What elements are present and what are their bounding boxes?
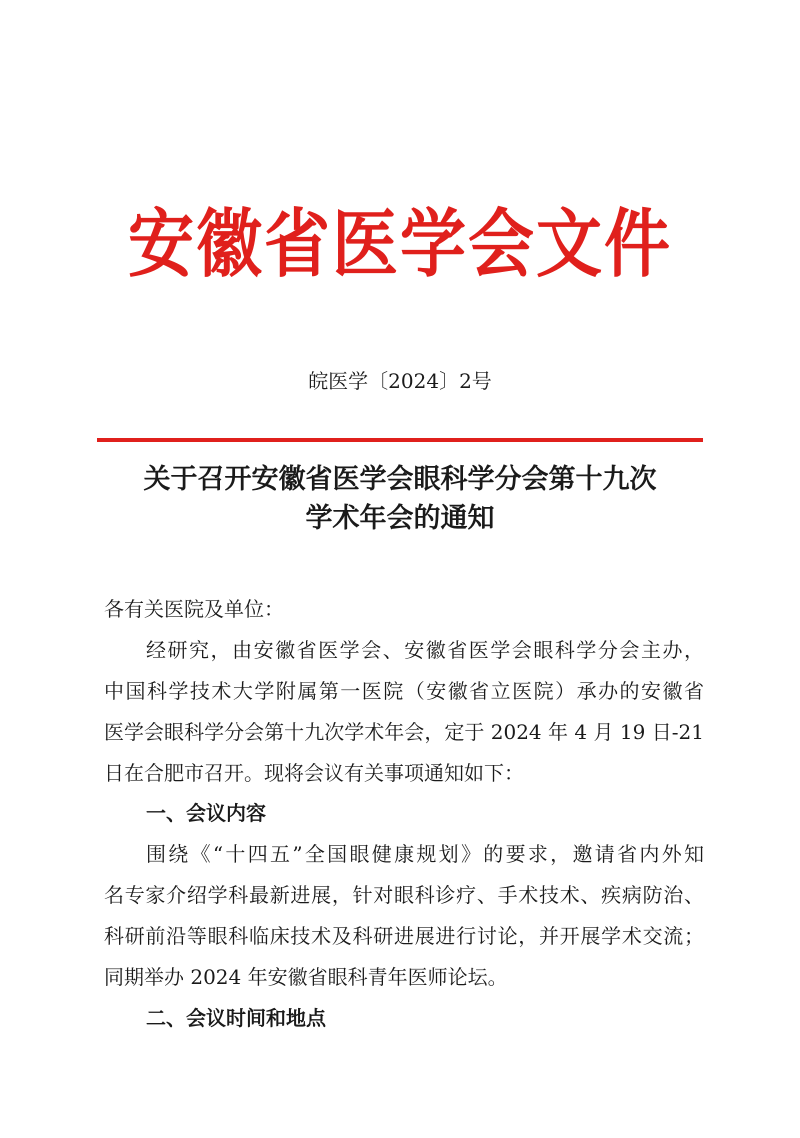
paragraph-1-line-1: 经研究，由安徽省医学会、安徽省医学会眼科学分会主办， — [146, 638, 704, 662]
paragraph-2-line-2: 名专家介绍学科最新进展，针对眼科诊疗、手术技术、疾病防治、 — [104, 883, 704, 907]
section-1-heading: 一、会议内容 — [146, 801, 266, 825]
notice-title-line-2: 学术年会的通知 — [305, 503, 495, 534]
red-divider-line — [97, 438, 703, 442]
document-number: 皖医学〔2024〕2号 — [308, 369, 492, 393]
salutation: 各有关医院及单位： — [104, 597, 284, 621]
paragraph-1-line-4: 日在合肥市召开。现将会议有关事项通知如下： — [104, 761, 524, 785]
paragraph-1-line-2: 中国科学技术大学附属第一医院（安徽省立医院）承办的安徽省 — [104, 679, 704, 703]
paragraph-2-line-4: 同期举办 2024 年安徽省眼科青年医师论坛。 — [104, 965, 508, 989]
paragraph-1-line-3: 医学会眼科学分会第十九次学术年会，定于 2024 年 4 月 19 日-21 — [104, 720, 704, 744]
section-2-heading: 二、会议时间和地点 — [146, 1006, 326, 1030]
org-document-header: 安徽省医学会文件 — [128, 201, 672, 288]
notice-title-line-1: 关于召开安徽省医学会眼科学分会第十九次 — [143, 464, 657, 495]
paragraph-2-line-1: 围绕《“十四五”全国眼健康规划》的要求，邀请省内外知 — [146, 842, 704, 866]
paragraph-2-line-3: 科研前沿等眼科临床技术及科研进展进行讨论，并开展学术交流； — [104, 924, 704, 948]
